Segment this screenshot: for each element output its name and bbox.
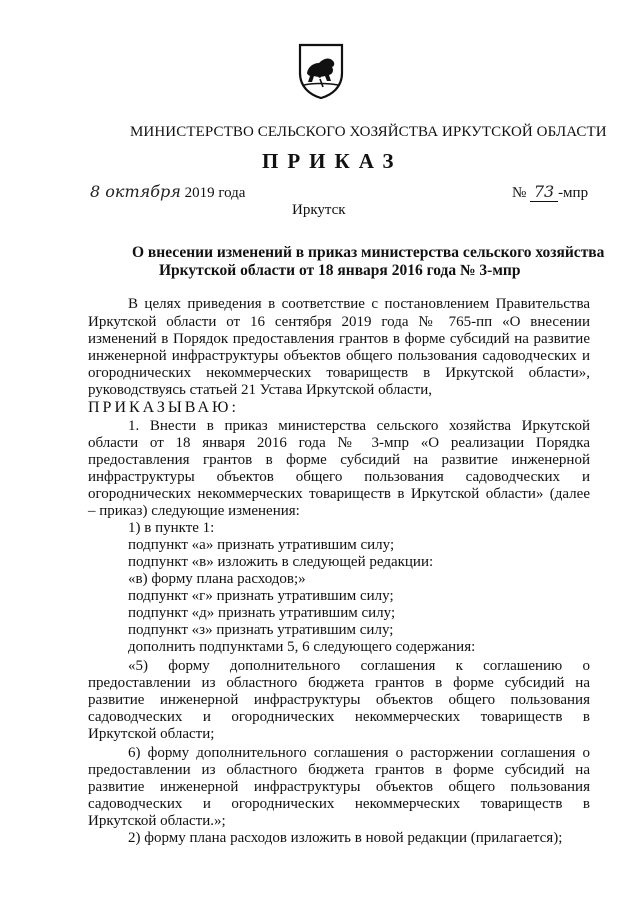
body-line-8: 1. Внести в приказ министерства сельского хозяйства Иркутской [128, 418, 590, 434]
city: Иркутск [292, 202, 346, 218]
body-line-29: развитие инженерной инфраструктуры объектов общего пользования [88, 779, 590, 795]
body-line-12: огороднических некоммерческих товариществ в Иркутской области» (далее [88, 486, 590, 502]
order-keyword: ПРИКАЗЫВАЮ: [88, 399, 239, 416]
number-prefix: № [512, 185, 527, 201]
body-line-28: предоставлении из областного бюджета грантов в форме субсидий на [88, 762, 590, 778]
body-line-27: 6) форму дополнительного соглашения о расторжении соглашения о [128, 745, 590, 761]
body-line-4: инженерной инфраструктуры объектов общего пользования садоводческих и [88, 348, 590, 364]
body-line-6: руководствуясь статьей 21 Устава Иркутской области, [88, 382, 432, 398]
body-line-18: подпункт «г» признать утратившим силу; [128, 588, 394, 604]
body-line-3: изменений в Порядок предоставления грантов в форме субсидий на развитие [88, 331, 590, 347]
date-year: 2019 года [184, 185, 246, 201]
body-line-16: подпункт «в» изложить в следующей редакции: [128, 554, 434, 570]
coat-of-arms-emblem [298, 43, 344, 99]
body-line-24: развитие инженерной инфраструктуры объектов общего пользования [88, 692, 590, 708]
body-line-2: Иркутской области от 16 сентября 2019 года № 765-пп «О внесении [88, 314, 590, 330]
body-line-15: подпункт «а» признать утратившим силу; [128, 537, 395, 553]
body-line-31: Иркутской области.»; [88, 813, 226, 829]
body-line-5: огороднических некоммерческих товариществ в Иркутской области», [88, 365, 590, 381]
body-line-19: подпункт «д» признать утратившим силу; [128, 605, 396, 621]
body-line-30: садоводческих и огороднических некоммерческих товариществ в [88, 796, 590, 812]
document-type: ПРИКАЗ [262, 149, 403, 173]
document-date [90, 182, 245, 202]
document-title-line-2: Иркутской области от 18 января 2016 года № 3-мпр [159, 262, 521, 279]
body-line-32: 2) форму плана расходов изложить в новой редакции (прилагается); [128, 830, 563, 846]
body-line-22: «5) форму дополнительного соглашения к соглашению о [128, 658, 590, 674]
document-title-line-1: О внесении изменений в приказ министерства сельского хозяйства [132, 244, 605, 261]
body-line-13: – приказ) следующие изменения: [88, 503, 300, 519]
body-line-21: дополнить подпунктами 5, 6 следующего содержания: [128, 639, 476, 655]
number-handwritten: 73 [530, 182, 558, 202]
body-line-25: садоводческих и огороднических некоммерческих товариществ в [88, 709, 590, 725]
body-line-10: предоставления грантов в форме субсидий на развитие инженерной [88, 452, 590, 468]
body-line-14: 1) в пункте 1: [128, 520, 215, 536]
body-line-1: В целях приведения в соответствие с постановлением Правительства [128, 296, 590, 312]
body-line-20: подпункт «з» признать утратившим силу; [128, 622, 394, 638]
number-suffix: -мпр [558, 185, 589, 201]
body-line-17: «в) форму плана расходов;» [128, 571, 306, 587]
body-line-9: области от 18 января 2016 года № 3-мпр «О реализации Порядка [88, 435, 590, 451]
document-number [512, 182, 588, 202]
body-line-26: Иркутской области; [88, 726, 215, 742]
ministry-name: МИНИСТЕРСТВО СЕЛЬСКОГО ХОЗЯЙСТВА ИРКУТСКОЙ ОБЛАСТИ [130, 124, 607, 140]
body-line-11: инфраструктуры объектов общего пользования садоводческих и [88, 469, 590, 485]
date-handwritten: 8 октября [90, 182, 181, 201]
body-line-23: предоставлении из областного бюджета грантов в форме субсидий на [88, 675, 590, 691]
